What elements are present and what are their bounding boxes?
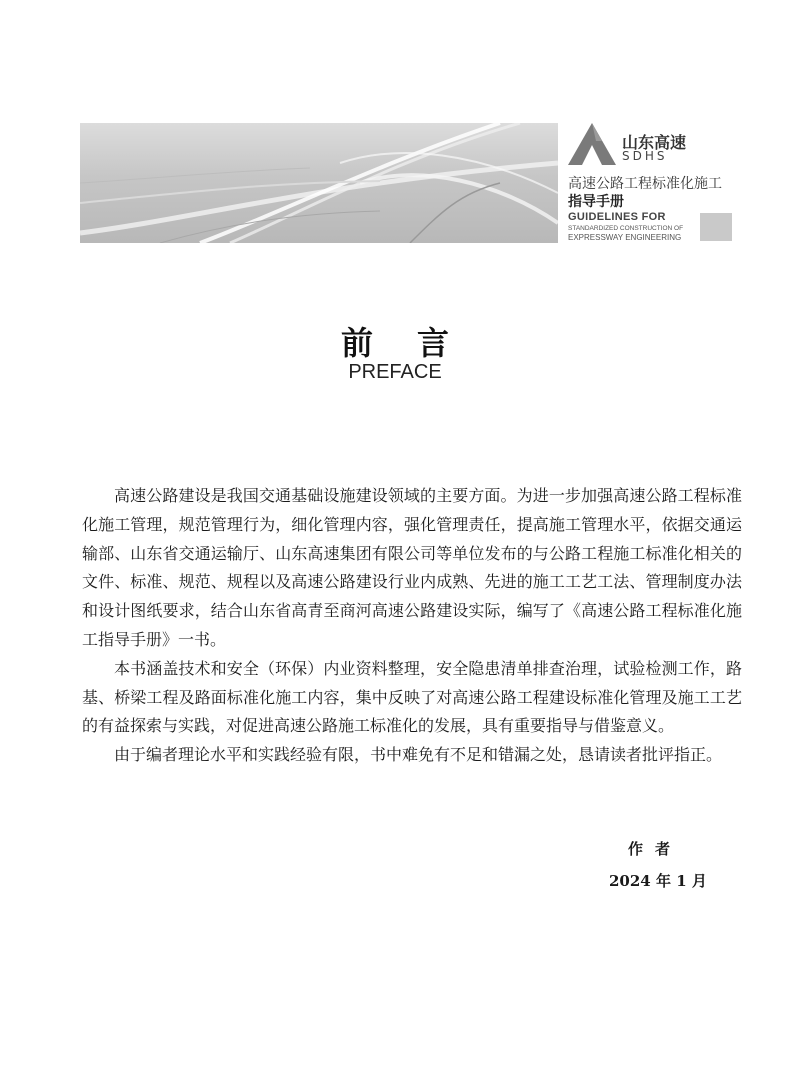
book-title-line1: 高速公路工程标准化施工 [568, 176, 722, 192]
preface-title-cn: 前言 [340, 324, 493, 362]
preface-title-en: PREFACE [348, 361, 442, 383]
preface-body [82, 482, 742, 770]
signature-author: 作者 [628, 840, 683, 858]
signature-date: 2024 年 1 月 [609, 872, 707, 890]
sdhs-logo-icon [566, 123, 618, 167]
english-title-line3: EXPRESSWAY ENGINEERING [568, 233, 682, 242]
logo-name-en: SDHS [622, 149, 668, 163]
brand-block [566, 123, 738, 248]
english-title-line2: STANDARDIZED CONSTRUCTION OF [568, 225, 684, 232]
highway-banner-image [80, 123, 558, 243]
preface-paragraph: 由于编者理论水平和实践经验有限，书中难免有不足和错漏之处，恳请读者批评指正。 [114, 745, 723, 765]
decorative-grey-block [700, 213, 732, 241]
logo-name-cn: 山东高速 [622, 133, 687, 152]
book-title-line2: 指导手册 [568, 194, 624, 210]
english-title-line1: GUIDELINES FOR [568, 211, 666, 223]
preface-paragraph: 高速公路建设是我国交通基础设施建设领域的主要方面。为进一步加强高速公路工程标准化施工管理，规范管理行为，细化管理内容，强化管理责任，提高施工管理水平，依据交通运输部、山东省交通运输厅、山东高速集团有限公司等单位发布的与公路工程施工标准化相关的文件、标准、规范、规程以及高速公路建设行业内成熟、先进的施工工艺工法、管理制度办法和设计图纸要求，结合山东省高青至商河高速公路建设实际，编写了《高速公路工程标准化施工指导手册》一书。 [82, 486, 742, 649]
highway-interchange-illustration [80, 123, 558, 243]
preface-paragraph: 本书涵盖技术和安全（环保）内业资料整理，安全隐患清单排查治理，试验检测工作，路基、桥梁工程及路面标准化施工内容，集中反映了对高速公路工程建设标准化管理及施工工艺的有益探索与实践，对促进高速公路施工标准化的发展，具有重要指导与借鉴意义。 [82, 658, 742, 736]
